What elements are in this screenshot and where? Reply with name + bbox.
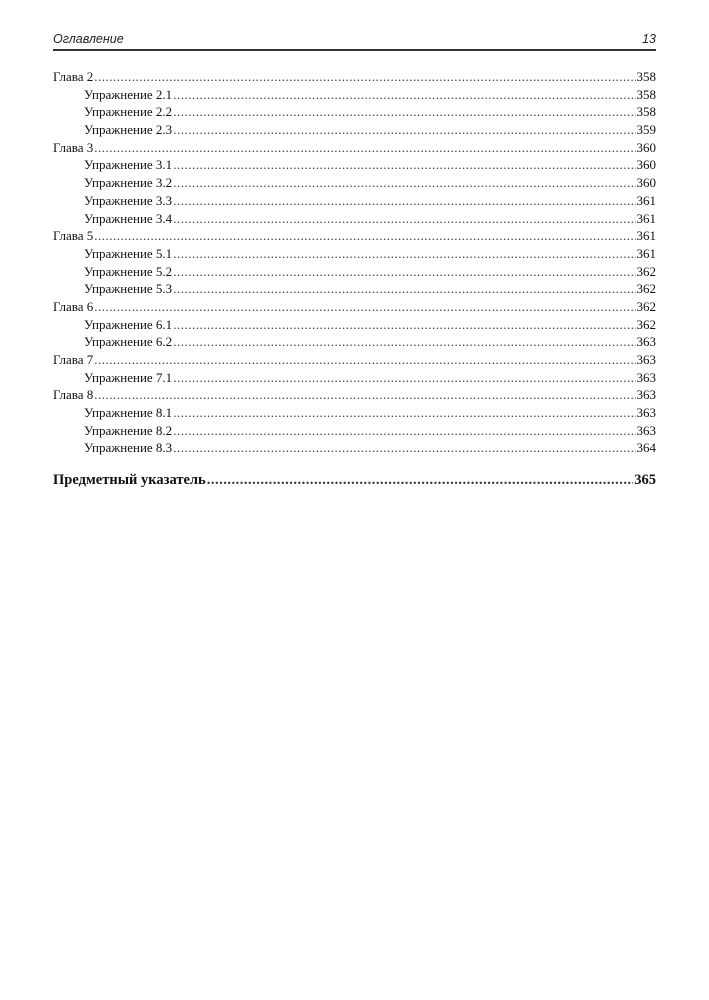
toc-entry-page: 361: [636, 245, 656, 261]
toc-entry-label: Упражнение 8.3: [84, 440, 173, 456]
toc-entry-page: 363: [636, 422, 656, 438]
page-header-title: Оглавление: [53, 32, 124, 46]
toc-entry-page: 358: [636, 104, 656, 120]
dot-leader: [173, 422, 635, 440]
dot-leader: [173, 192, 635, 210]
toc-entry-label: Глава 2: [53, 69, 94, 84]
dot-leader: [173, 316, 635, 334]
toc-entry-label: Упражнение 3.3: [84, 192, 173, 208]
dot-leader: [173, 156, 635, 174]
toc-entry-label: Упражнение 2.2: [84, 104, 173, 120]
toc-entry-page: 363: [636, 369, 656, 385]
toc-subentry[interactable]: [53, 86, 656, 104]
toc-entry-page: 362: [636, 263, 656, 279]
toc-entry-label: Глава 3: [53, 139, 94, 155]
dot-leader: [94, 139, 635, 157]
toc-entry-label: Предметный указатель: [53, 472, 206, 489]
toc-chapter-entry[interactable]: [53, 227, 656, 245]
toc-entry-page: 362: [636, 316, 656, 332]
dot-leader: [173, 121, 635, 139]
toc-entry-label: Упражнение 8.2: [84, 422, 173, 438]
toc-subentry[interactable]: [53, 422, 656, 440]
toc-entry-page: 361: [636, 210, 656, 226]
toc-subentry[interactable]: [53, 103, 656, 121]
toc-chapter-entry[interactable]: [53, 298, 656, 316]
toc-subentry[interactable]: [53, 174, 656, 192]
dot-leader: [173, 404, 635, 422]
toc-chapter-entry[interactable]: [53, 351, 656, 369]
dot-leader: [94, 68, 635, 86]
toc-entry-page: 361: [636, 228, 656, 244]
dot-leader: [173, 263, 635, 281]
toc-entry-page: 358: [636, 69, 656, 84]
dot-leader: [207, 470, 634, 490]
page-header: [53, 30, 656, 48]
toc-entry-page: 361: [636, 192, 656, 208]
toc-subentry[interactable]: [53, 263, 656, 281]
toc-subentry[interactable]: [53, 280, 656, 298]
toc-entry-label: Упражнение 2.1: [84, 86, 173, 102]
toc-chapter-entry[interactable]: [53, 68, 656, 86]
toc-subentry[interactable]: [53, 156, 656, 174]
dot-leader: [94, 386, 635, 404]
toc-entry-label: Упражнение 5.2: [84, 263, 173, 279]
toc-entry-page: 362: [636, 281, 656, 297]
toc-entry-label: Глава 8: [53, 387, 94, 403]
dot-leader: [94, 227, 635, 245]
toc-entry-label: Упражнение 8.1: [84, 405, 173, 421]
toc-entry-page: 363: [636, 387, 656, 403]
toc-entry-subject-index[interactable]: [53, 470, 656, 490]
dot-leader: [173, 333, 635, 351]
toc-entry-page: 360: [636, 157, 656, 173]
toc-entry-label: Глава 6: [53, 298, 94, 314]
toc-entry-label: Упражнение 3.4: [84, 210, 173, 226]
toc-entry-page: 363: [636, 334, 656, 350]
toc-subentry[interactable]: [53, 333, 656, 351]
toc-subentry[interactable]: [53, 404, 656, 422]
toc-entry-label: Упражнение 2.3: [84, 122, 173, 138]
toc-entry-page: 358: [636, 86, 656, 102]
dot-leader: [173, 245, 635, 263]
toc-entry-page: 365: [634, 472, 656, 489]
toc-subentry[interactable]: [53, 192, 656, 210]
toc-entry-page: 360: [636, 175, 656, 191]
toc-entry-label: Глава 5: [53, 228, 94, 244]
toc-entry-page: 363: [636, 405, 656, 421]
toc-chapter-entry[interactable]: [53, 386, 656, 404]
toc-entry-label: Упражнение 3.1: [84, 157, 173, 173]
dot-leader: [173, 369, 635, 387]
toc-subentry[interactable]: [53, 439, 656, 457]
toc-entry-label: Упражнение 6.2: [84, 334, 173, 350]
dot-leader: [173, 210, 635, 228]
header-rule: [53, 49, 656, 51]
dot-leader: [94, 298, 635, 316]
toc-entry-label: Упражнение 3.2: [84, 175, 173, 191]
toc-entry-label: Упражнение 7.1: [84, 369, 173, 385]
toc-entry-page: 363: [636, 352, 656, 367]
toc-entry-page: 360: [636, 139, 656, 155]
toc-entry-label: Упражнение 5.3: [84, 281, 173, 297]
toc-subentry[interactable]: [53, 121, 656, 139]
toc-entry-page: 362: [636, 298, 656, 314]
toc-entry-label: Упражнение 6.1: [84, 316, 173, 332]
dot-leader: [173, 439, 635, 457]
table-of-contents: [53, 68, 656, 490]
toc-entry-page: 359: [636, 122, 656, 138]
toc-subentry[interactable]: [53, 245, 656, 263]
toc-entry-label: Глава 7: [53, 352, 94, 367]
dot-leader: [94, 351, 635, 369]
dot-leader: [173, 174, 635, 192]
dot-leader: [173, 103, 635, 121]
toc-subentry[interactable]: [53, 369, 656, 387]
toc-entry-page: 364: [636, 440, 656, 456]
page-number: 13: [642, 32, 656, 46]
toc-entry-label: Упражнение 5.1: [84, 245, 173, 261]
toc-subentry[interactable]: [53, 316, 656, 334]
toc-chapter-entry[interactable]: [53, 139, 656, 157]
dot-leader: [173, 86, 635, 104]
dot-leader: [173, 280, 635, 298]
toc-subentry[interactable]: [53, 210, 656, 228]
